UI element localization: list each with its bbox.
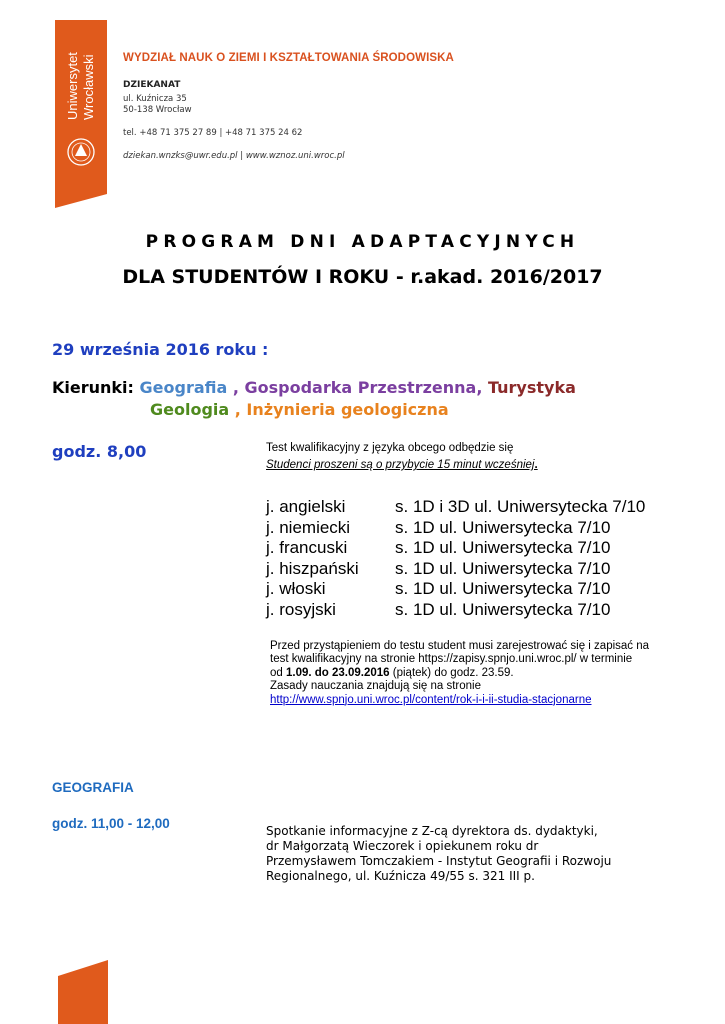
registration-line2: test kwalifikacyjny na stronie https://zapisy.spnjo.uni.wroc.pl/ w terminie: [270, 653, 633, 666]
fields-of-study-line1: [52, 378, 576, 397]
meeting-line: dr Małgorzatą Wieczorek i opiekunem roku dr: [266, 839, 539, 853]
test-time: godz. 8,00: [52, 442, 147, 461]
program-title: PROGRAM DNI ADAPTACYJNYCH: [145, 232, 580, 252]
language-name: j. angielski: [266, 497, 346, 516]
university-name-line1: Uniwersytet: [65, 52, 80, 120]
office-street: ul. Kuźnicza 35: [123, 94, 187, 104]
field-geologia: Geologia: [150, 400, 230, 419]
fields-of-study-line2: [150, 400, 449, 419]
language-room: s. 1D ul. Uniwersytecka 7/10: [395, 558, 611, 578]
language-name: j. niemiecki: [266, 517, 351, 537]
test-arrival-period: .: [534, 459, 538, 471]
field-gospodarka: Gospodarka Przestrzenna,: [244, 378, 483, 397]
event-date: 29 września 2016 roku :: [52, 340, 269, 359]
list-item: [266, 518, 645, 539]
language-room: s. 1D ul. Uniwersytecka 7/10: [395, 538, 611, 557]
test-info: Test kwalifikacyjny z języka obcego odbędzie się: [266, 442, 514, 454]
list-item: [266, 579, 645, 600]
registration-line1: Przed przystąpieniem do testu student musi zarejestrować się i zapisać na: [270, 640, 650, 652]
rules-link[interactable]: http://www.spnjo.uni.wroc.pl/content/rok-i-i-ii-studia-stacjonarne: [270, 693, 592, 706]
registration-line3: [270, 667, 710, 680]
language-name: j. rosyjski: [266, 599, 336, 619]
language-name: j. francuski: [266, 538, 348, 557]
language-room: s. 1D ul. Uniwersytecka 7/10: [395, 517, 611, 537]
language-rooms-list: [266, 497, 645, 620]
office-title: DZIEKANAT: [123, 80, 181, 90]
list-item: [266, 600, 645, 621]
university-name-line2: Wrocławski: [81, 54, 96, 120]
meeting-info: [266, 824, 706, 884]
language-room: s. 1D ul. Uniwersytecka 7/10: [395, 599, 611, 619]
rules-text: Zasady nauczania znajdują się na stronie: [270, 680, 481, 693]
field-geografia: Geografia: [133, 378, 228, 397]
meeting-time: godz. 11,00 - 12,00: [52, 816, 170, 831]
office-email-web: dziekan.wnzks@uwr.edu.pl | www.wznoz.uni.wroc.pl: [123, 151, 345, 161]
corner-decoration: [58, 960, 108, 1024]
field-inzynieria: Inżynieria geologiczna: [246, 400, 449, 419]
field-turystyka: Turystyka: [482, 378, 576, 397]
meeting-line: Przemysławem Tomczakiem - Instytut Geografii i Rozwoju: [266, 854, 612, 868]
list-item: [266, 538, 645, 559]
field-separator: ,: [229, 400, 247, 419]
list-item: [266, 559, 645, 580]
registration-dates: 1.09. do 23.09.2016: [286, 666, 390, 679]
list-item: [266, 497, 645, 518]
meeting-line: Spotkanie informacyjne z Z-cą dyrektora ds. dydaktyki,: [266, 824, 598, 838]
university-crest-icon: [68, 139, 94, 165]
fields-label: Kierunki:: [52, 378, 134, 397]
language-name: j. włoski: [266, 579, 326, 598]
section-heading-geografia: GEOGRAFIA: [52, 780, 134, 795]
faculty-name: WYDZIAŁ NAUK O ZIEMI I KSZTAŁTOWANIA ŚRODOWISKA: [123, 52, 454, 64]
language-room: s. 1D ul. Uniwersytecka 7/10: [395, 579, 611, 598]
meeting-line: Regionalnego, ul. Kuźnicza 49/55 s. 321 III p.: [266, 869, 535, 883]
field-separator: ,: [227, 378, 245, 397]
test-arrival-note: [266, 459, 538, 471]
registration-from: od: [270, 666, 286, 679]
university-logo-band: [55, 20, 107, 208]
registration-note: [270, 640, 710, 707]
registration-deadline: (piątek) do godz. 23.59.: [389, 666, 514, 679]
language-name: j. hiszpański: [266, 558, 359, 578]
language-room: s. 1D i 3D ul. Uniwersytecka 7/10: [395, 497, 646, 516]
office-city: 50-138 Wrocław: [123, 105, 192, 115]
office-phone: tel. +48 71 375 27 89 | +48 71 375 24 62: [123, 128, 303, 138]
test-arrival-text: Studenci proszeni są o przybycie 15 minut wcześniej: [266, 459, 535, 471]
program-subtitle: DLA STUDENTÓW I ROKU - r.akad. 2016/2017: [122, 266, 603, 288]
